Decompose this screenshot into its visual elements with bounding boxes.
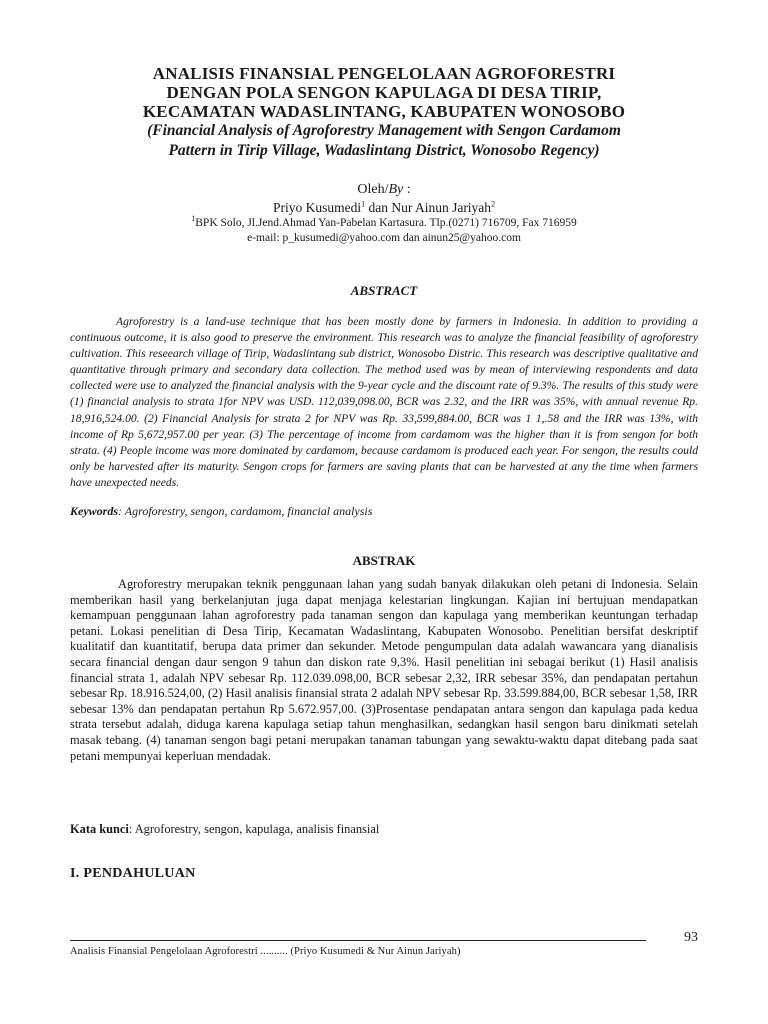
keywords-values: : Agroforestry, sengon, cardamom, financial analysis <box>118 504 373 518</box>
author-2: dan Nur Ainun Jariyah <box>365 200 492 215</box>
title-block <box>70 64 698 161</box>
running-footer: Analisis Finansial Pengelolaan Agroforestri .......... (Priyo Kusumedi & Nur Ainun Jariyah) <box>70 946 461 957</box>
keywords-line <box>70 503 698 519</box>
english-title-line-1: (Financial Analysis of Agroforestry Management with Sengon Cardamom <box>147 122 621 139</box>
author-1-sup: 1 <box>361 199 366 209</box>
author-2-sup: 2 <box>491 199 496 209</box>
author-names <box>70 199 698 216</box>
keywords-label: Keywords <box>70 504 118 518</box>
colon-text: : <box>403 182 411 197</box>
footer-divider <box>70 940 646 941</box>
author-1: Priyo Kusumedi <box>272 200 362 215</box>
affiliation <box>70 216 698 231</box>
kata-kunci-values: : Agroforestry, sengon, kapulaga, analisis finansial <box>128 822 380 836</box>
page-number: 93 <box>684 930 698 945</box>
title-line-2: DENGAN POLA SENGON KAPULAGA DI DESA TIRIP, <box>166 83 602 102</box>
kata-kunci-line <box>70 821 698 837</box>
affiliation-sup: 1 <box>191 214 196 224</box>
title-line-1: ANALISIS FINANSIAL PENGELOLAAN AGROFORESTRI <box>152 64 616 83</box>
english-title-line-2: Pattern in Tirip Village, Wadaslintang District, Wonosobo Regency) <box>168 142 600 159</box>
abstrak-heading: ABSTRAK <box>352 553 416 568</box>
abstrak-body: Agroforestry merupakan teknik penggunaan lahan yang sudah banyak dilakukan oleh petani di Indonesia. Selain memberikan hasil yang berkelanjutan juga dapat menjaga kelestarian lingkungan. Kajian ini bertujuan mendapatkan kemampuan penggunaan lahan agroforestry pada tanaman sengon dan kapulaga yang memberikan keuntungan terhadap petani. Lokasi penelitian di Desa Tirip, Kecamatan Wadaslintang, Kabupaten Wonosobo. Penelitian bersifat deskriptif kualitatif dan kuantitatif, berupa data primer dan sekunder. Metode pengumpulan data adalah wawancara yang dianalisis secara financial dengan daur sengon 9 tahun dan diskon rate 9,3%. Hasil penelitian ini sebagai berikut (1) Hasil analisis financial strata 1, adalah NPV sebesar Rp. 112.039.098,00, BCR sebesar 2,32, IRR sebesar 35%, dan pendapatan pertahun sebesar Rp. 18.916.524,00, (2) Hasil analisis finansial strata 2 adalah NPV sebesar Rp. 33.599.884,00, BCR sebesar 1,58, IRR sebesar 13% dan pendapatan pertahun Rp 5.672.957,00. (3)Prosentase pendapatan antara sengon dan kapulaga pada kedua strata tersebut adalah, diduga karena kapulaga setiap tahun menghasilkan, sedangkan hasil sengon baru dinikmati setelah masak tebang. (4) tanaman sengon bagi petani merupakan tanaman tabungan yang sewaktu-waktu dapat ditebang pada saat petani mempunyai keperluan mendadak. <box>70 577 698 763</box>
affiliation-text: BPK Solo, Jl.Jend.Ahmad Yan-Pabelan Kartasura. Tlp.(0271) 716709, Fax 716959 <box>195 217 577 229</box>
email-line: e-mail: p_kusumedi@yahoo.com dan ainun25@yahoo.com <box>247 232 521 244</box>
abstract-body: Agroforestry is a land-use technique that has been mostly done by farmers in Indonesia. In addition to providing a continuous outcome, it is also good to preserve the environment. This research was to analyze the financial feasibility of agroforestry cultivation. This reseearch village of Tirip, Wadaslintang sub district, Wonosobo Distric. This research was descriptive qualitative and quantitative through primary and secondary data collection. The method used was by mean of interviewing respondents and data collected were use to analyzed the financial analysis with the 9-year cycle and the discount rate of 9.3%. The results of this study were (1) financial analysis to strata 1for NPV was USD. 112,039,098.00, BCR was 2.32, and the IRR was 35%, with annual revenue Rp. 18,916,524.00. (2) Financial Analysis for strata 2 for NPV was Rp. 33,599,884.00, BCR was 1 1,.58 and the IRR was 13%, with income of Rp 5,672,957.00 per year. (3) The percentage of income from cardamom was the higher than it is from sengon for both strata. (4) People income was more dominated by cardamom, because cardamom is produced each year. For sengon, the results could only be harvested after its maturity. Sengon crops for farmers are saving plants that can be harvested at any the time when farmers have unexpected needs. <box>70 315 698 489</box>
byline-label <box>70 181 698 199</box>
oleh-text: Oleh/ <box>357 182 389 197</box>
title-line-3: KECAMATAN WADASLINTANG, KABUPATEN WONOSOBO <box>142 102 626 121</box>
author-block <box>70 181 698 246</box>
by-text: By <box>388 182 404 197</box>
kata-kunci-label: Kata kunci <box>70 822 129 836</box>
section-heading-pendahuluan: I. PENDAHULUAN <box>70 866 196 881</box>
abstract-heading: ABSTRACT <box>350 283 418 298</box>
